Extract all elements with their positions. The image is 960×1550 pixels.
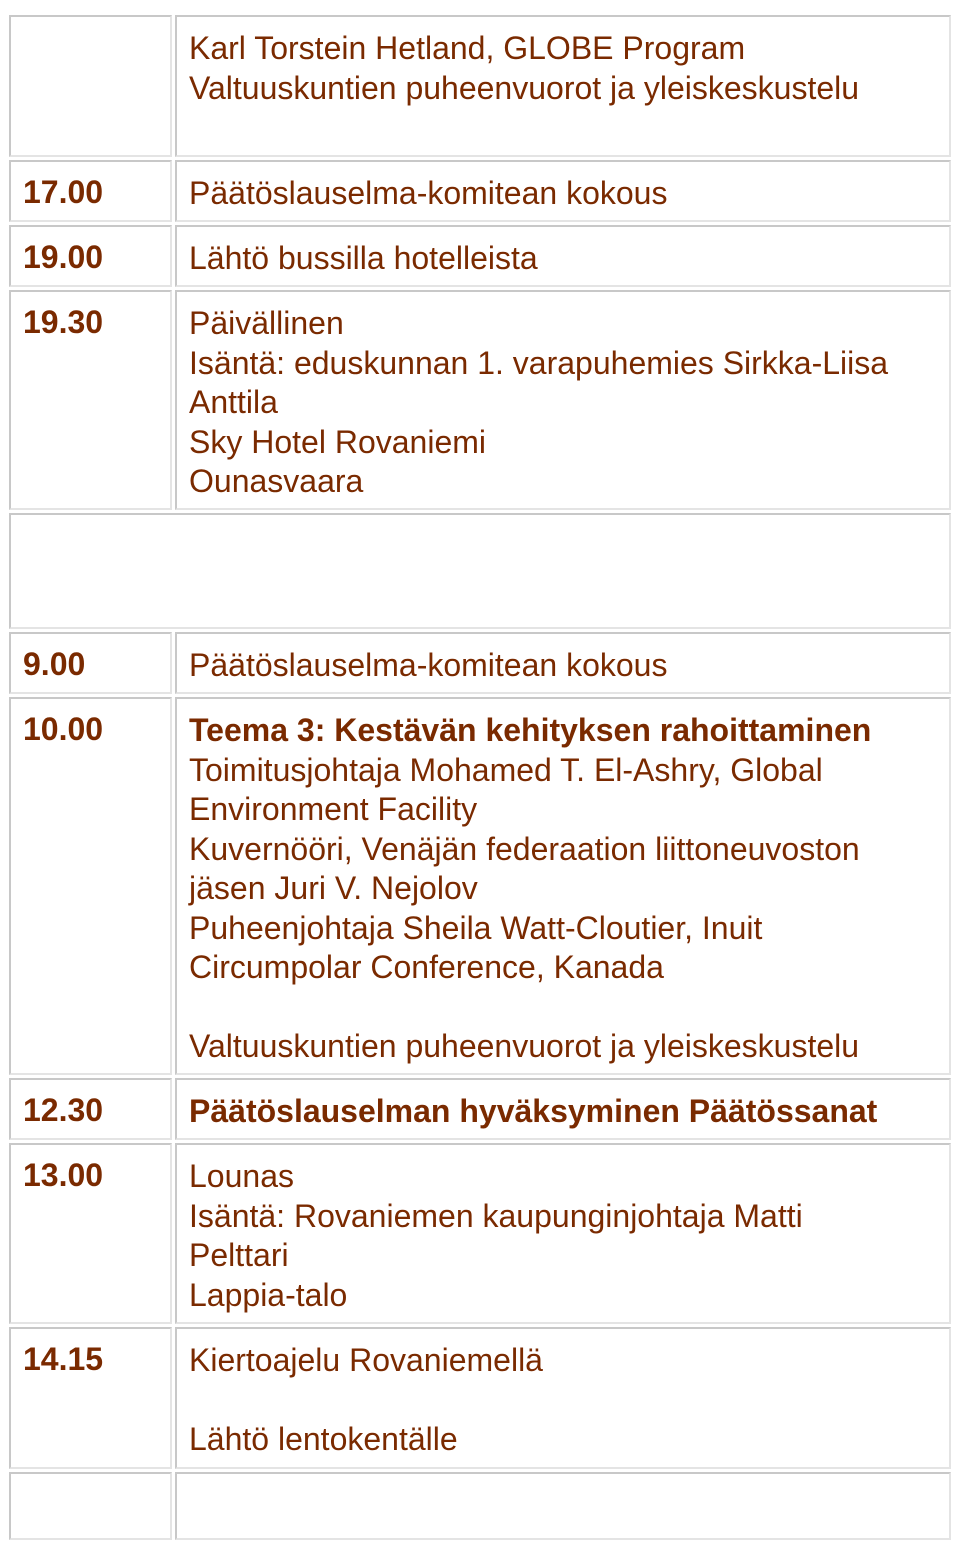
schedule-row [9, 225, 951, 287]
item-line: Päivällinen [189, 305, 344, 341]
schedule-row [9, 697, 951, 1075]
time-cell: 10.00 [9, 697, 172, 1075]
time-cell: 13.00 [9, 1143, 172, 1324]
day-row [9, 513, 951, 629]
content-cell [175, 290, 951, 510]
time-cell [9, 1472, 172, 1540]
time-cell: 14.15 [9, 1327, 172, 1469]
content-cell [175, 15, 951, 157]
content-cell [175, 160, 951, 222]
schedule-row [9, 1078, 951, 1140]
discussion-line: Valtuuskuntien puheenvuorot ja yleiskeskustelu [189, 69, 860, 106]
schedule-row [9, 15, 951, 157]
schedule-row [9, 1143, 951, 1324]
speaker-line: Karl Torstein Hetland, GLOBE Program [189, 30, 746, 66]
gap [189, 988, 939, 1028]
content-cell [175, 1078, 951, 1140]
content-cell [175, 1472, 951, 1540]
item-line: Päätöslauselma-komitean kokous [189, 175, 668, 211]
item-line: Lähtö bussilla hotelleista [189, 240, 538, 276]
host-line: Anttila [189, 384, 278, 420]
host-line: Pelttari [189, 1237, 289, 1273]
time-cell: 19.00 [9, 225, 172, 287]
time-cell: 9.00 [9, 632, 172, 694]
empty-row [9, 1472, 951, 1540]
content-cell [175, 225, 951, 287]
host-line: Isäntä: eduskunnan 1. varapuhemies Sirkka-Liisa [189, 344, 889, 381]
venue-line: Lappia-talo [189, 1276, 348, 1313]
item-line: Päätöslauselman hyväksyminen Päätössanat [189, 1093, 878, 1129]
schedule-table [6, 12, 954, 1543]
time-cell: 19.30 [9, 290, 172, 510]
venue-line: Ounasvaara [189, 463, 364, 499]
speaker-line: Environment Facility [189, 791, 478, 827]
content-cell [175, 1143, 951, 1324]
speaker-line: Circumpolar Conference, Kanada [189, 949, 664, 985]
host-line: Isäntä: Rovaniemen kaupunginjohtaja Matti [189, 1197, 803, 1234]
time-cell: 12.30 [9, 1078, 172, 1140]
content-cell [175, 697, 951, 1075]
content-cell [175, 632, 951, 694]
item-line: Päätöslauselma-komitean kokous [189, 647, 668, 683]
day-heading [9, 513, 951, 629]
speaker-line: Toimitusjohtaja Mohamed T. El-Ashry, Global [189, 751, 823, 788]
schedule-row [9, 290, 951, 510]
schedule-row [9, 1327, 951, 1469]
discussion-line: Valtuuskuntien puheenvuorot ja yleiskeskustelu [189, 1028, 860, 1064]
item-line: Lounas [189, 1158, 294, 1194]
theme-title: Teema 3: Kestävän kehityksen rahoittaminen [189, 712, 872, 748]
venue-line: Sky Hotel Rovaniemi [189, 423, 486, 460]
speaker-line: Puheenjohtaja Sheila Watt-Cloutier, Inuit [189, 909, 763, 946]
gap [189, 1381, 939, 1421]
content-cell [175, 1327, 951, 1469]
schedule-row [9, 632, 951, 694]
time-cell [9, 15, 172, 157]
speaker-line: jäsen Juri V. Nejolov [189, 870, 478, 906]
schedule-row [9, 160, 951, 222]
item-line: Kiertoajelu Rovaniemellä [189, 1342, 543, 1378]
item-line: Lähtö lentokentälle [189, 1421, 458, 1457]
time-cell: 17.00 [9, 160, 172, 222]
speaker-line: Kuvernööri, Venäjän federaation liittoneuvoston [189, 830, 860, 867]
